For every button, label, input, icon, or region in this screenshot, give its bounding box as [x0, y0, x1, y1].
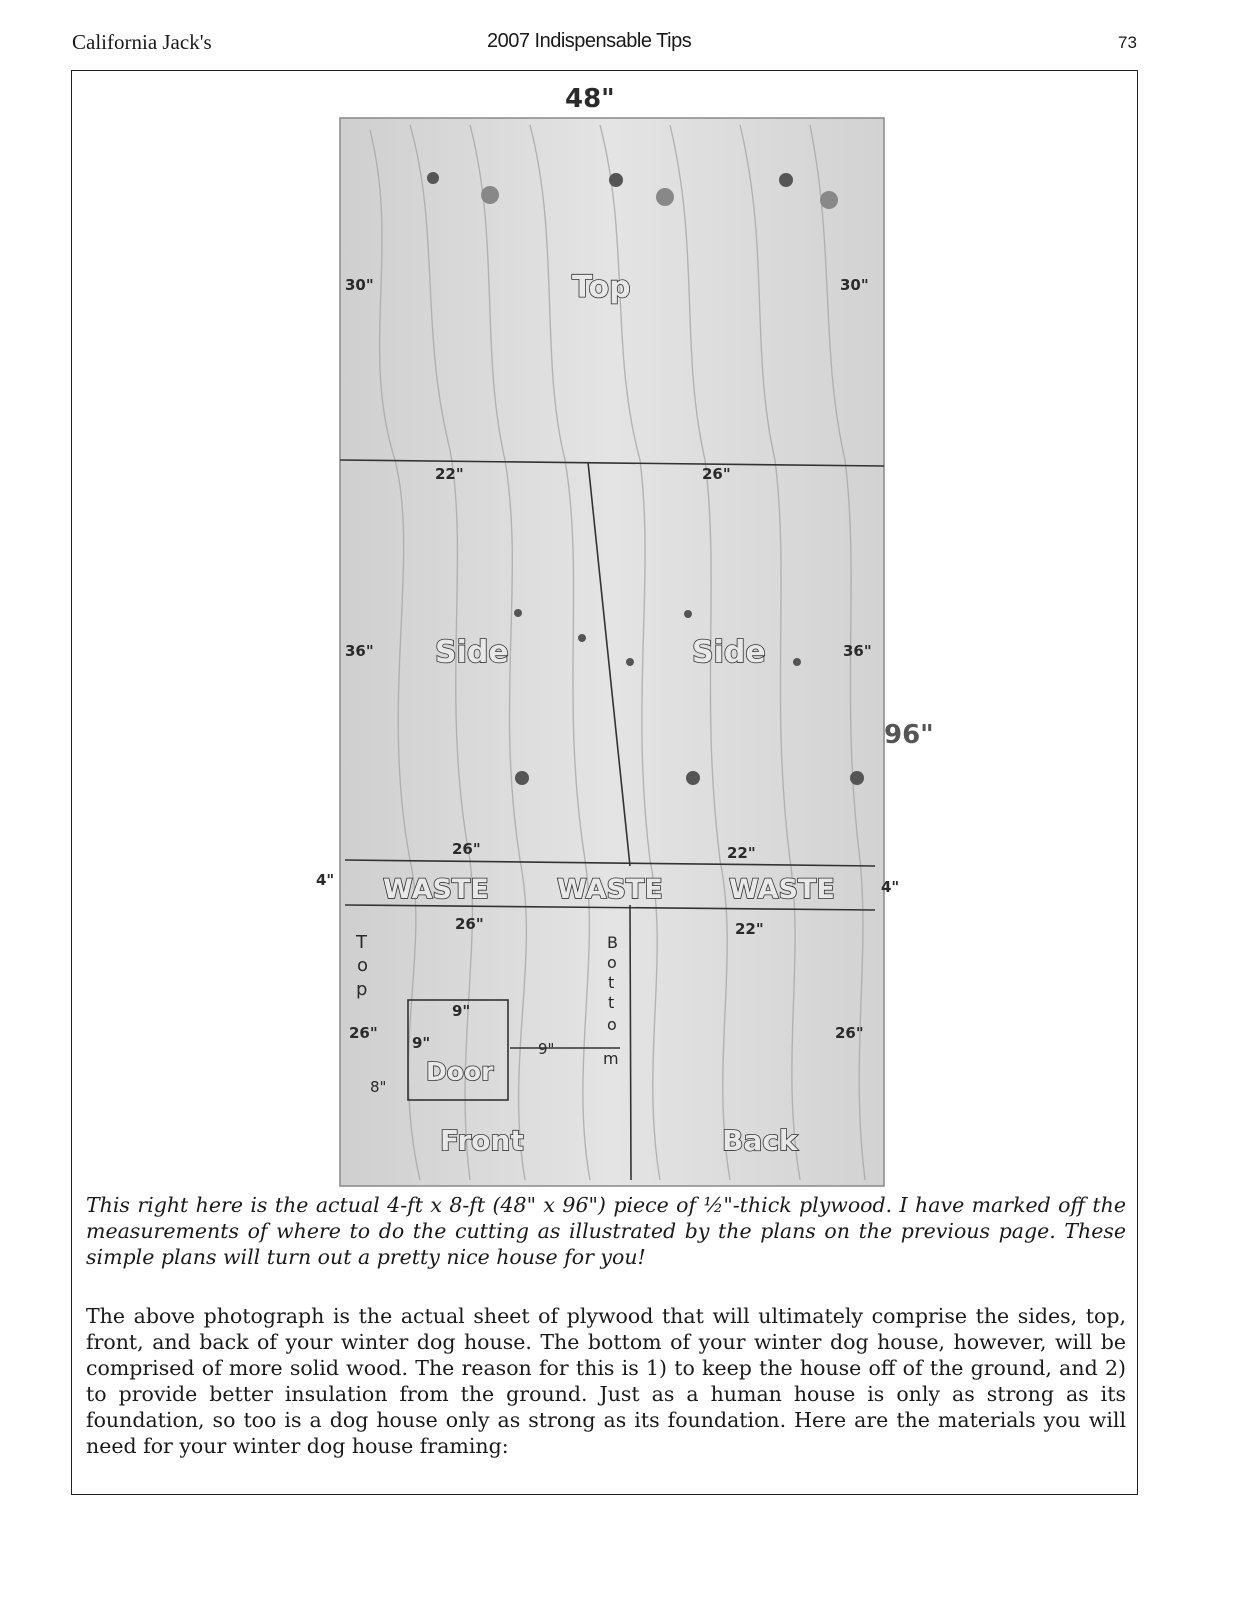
top-vertical-t: T: [356, 932, 367, 953]
waste-label-1: WASTE: [383, 874, 489, 905]
door-height-dim: 9": [412, 1034, 431, 1052]
front-piece-label: Front: [440, 1124, 524, 1157]
header-title: California Jack's: [72, 30, 212, 54]
height-dim-label: 96": [884, 720, 934, 750]
top-vertical-o: o: [357, 955, 369, 976]
body-paragraph: The above photograph is the actual sheet of plywood that will ultimately comprise the sides, top, front, and back of your winter dog house. The bottom of your winter dog house, however, will be comprised of more solid wood. The reason for this is 1) to keep the house off of the ground, and 2) to provide better insulation from the ground. Just as a human house is only as strong as its foundation, so too is a dog house only as strong as its foundation. Here are the materials you will need for your winter dog house framing:: [86, 1304, 1126, 1458]
bottom-vertical-m: m: [603, 1049, 619, 1068]
waste-label-3: WASTE: [729, 874, 835, 905]
top-left-dim: 30": [345, 276, 374, 294]
side-right-top-dim: 26": [702, 465, 731, 483]
side-left-dim: 36": [345, 642, 374, 660]
waste-right-dim: 4": [881, 878, 900, 896]
back-top-dim: 22": [735, 920, 764, 938]
front-top-dim: 26": [455, 915, 484, 933]
top-vertical-p: p: [356, 979, 368, 1000]
side-right-label: Side: [692, 635, 766, 670]
bottom-vertical-t2: t: [608, 993, 615, 1012]
back-piece-label: Back: [722, 1124, 798, 1157]
door-label: Door: [426, 1057, 494, 1086]
back-right-dim: 26": [835, 1024, 864, 1042]
bottom-vertical-o1: o: [607, 953, 617, 972]
door-offset-right: 9": [538, 1040, 555, 1058]
waste-label-2: WASTE: [557, 874, 663, 905]
side-left-bottom-dim: 26": [452, 840, 481, 858]
top-piece-label: Top: [572, 270, 631, 305]
front-left-dim: 26": [349, 1024, 378, 1042]
door-offset-left: 8": [370, 1078, 387, 1096]
page-number: 73: [1118, 33, 1137, 52]
bottom-vertical-b: B: [607, 933, 618, 952]
waste-left-dim: 4": [316, 871, 335, 889]
side-right-dim: 36": [843, 642, 872, 660]
bottom-vertical-t1: t: [608, 973, 615, 992]
side-left-top-dim: 22": [435, 465, 464, 483]
bottom-vertical-o2: o: [607, 1015, 617, 1034]
header-book-title: 2007 Indispensable Tips: [487, 30, 692, 52]
top-right-dim: 30": [840, 276, 869, 294]
side-left-label: Side: [435, 635, 509, 670]
side-right-bottom-dim: 22": [727, 844, 756, 862]
width-dim-label: 48": [565, 84, 615, 114]
photo-caption: This right here is the actual 4-ft x 8-ft (48" x 96") piece of ½"-thick plywood. I have marked off the measurements of where to do the cutting as illustrated by the plans on the previous page. These simple plans will turn out a pretty nice house for you!: [86, 1193, 1126, 1269]
door-width-dim: 9": [452, 1002, 471, 1020]
